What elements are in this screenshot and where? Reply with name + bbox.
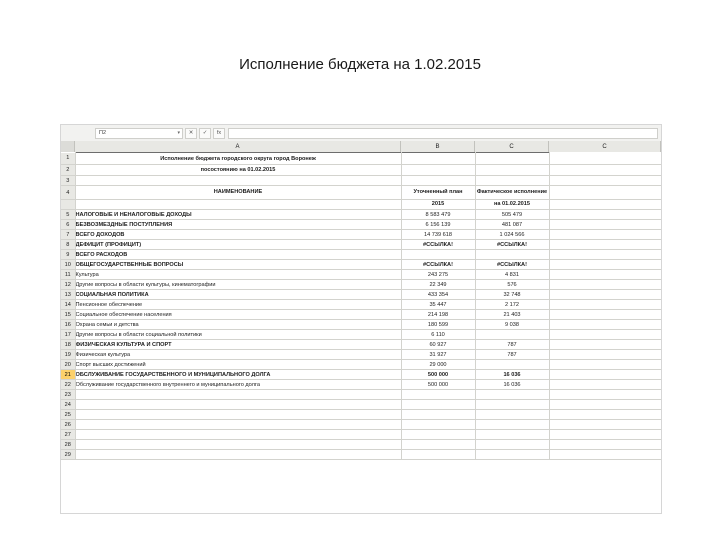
table-row[interactable] bbox=[61, 440, 661, 450]
cell-c14[interactable]: 2 172 bbox=[475, 300, 549, 310]
cell-a10[interactable]: ОБЩЕГОСУДАРСТВЕННЫЕ ВОПРОСЫ bbox=[75, 260, 401, 270]
table-row[interactable] bbox=[61, 186, 661, 200]
row-header[interactable]: 22 bbox=[61, 380, 75, 390]
cell-b1[interactable] bbox=[401, 153, 475, 165]
row-header[interactable]: 27 bbox=[61, 430, 75, 440]
row-header[interactable]: 16 bbox=[61, 320, 75, 330]
table-row[interactable] bbox=[61, 280, 661, 290]
cell-b16[interactable]: 180 599 bbox=[401, 320, 475, 330]
cell-c6[interactable]: 481 087 bbox=[475, 220, 549, 230]
row-header[interactable]: 11 bbox=[61, 270, 75, 280]
cell-d12[interactable] bbox=[549, 280, 661, 290]
cell-d7[interactable] bbox=[549, 230, 661, 240]
cell-a9[interactable]: ВСЕГО РАСХОДОВ bbox=[75, 250, 401, 260]
row-header[interactable]: 20 bbox=[61, 360, 75, 370]
cell-a19[interactable]: Физическая культура bbox=[75, 350, 401, 360]
cell-c18[interactable]: 787 bbox=[475, 340, 549, 350]
cell-b21[interactable]: 500 000 bbox=[401, 370, 475, 380]
table-row[interactable] bbox=[61, 200, 661, 210]
formula-bar bbox=[61, 125, 661, 142]
cell-b27[interactable] bbox=[401, 430, 475, 440]
name-box[interactable] bbox=[95, 128, 183, 139]
cell-d16[interactable] bbox=[549, 320, 661, 330]
table-row[interactable] bbox=[61, 320, 661, 330]
cell-d23[interactable] bbox=[549, 390, 661, 400]
cancel-icon[interactable]: ✕ bbox=[185, 128, 197, 139]
table-row[interactable] bbox=[61, 290, 661, 300]
cell-a26[interactable] bbox=[75, 420, 401, 430]
cell-c28[interactable] bbox=[475, 440, 549, 450]
cell-a20[interactable]: Спорт высших достижений bbox=[75, 360, 401, 370]
table-row[interactable] bbox=[61, 270, 661, 280]
cell-d27[interactable] bbox=[549, 430, 661, 440]
row-header[interactable]: 1 bbox=[61, 153, 75, 165]
table-row[interactable] bbox=[61, 410, 661, 420]
table-row[interactable] bbox=[61, 300, 661, 310]
cell-b9[interactable] bbox=[401, 250, 475, 260]
cell-a15[interactable]: Социальное обеспечение населения bbox=[75, 310, 401, 320]
table-row[interactable] bbox=[61, 176, 661, 186]
cell-a12[interactable]: Другие вопросы в области культуры, кинематографии bbox=[75, 280, 401, 290]
cell-b15[interactable]: 214 198 bbox=[401, 310, 475, 320]
cell-c20[interactable] bbox=[475, 360, 549, 370]
row-header[interactable]: 2 bbox=[61, 165, 75, 176]
cell-a4b[interactable] bbox=[75, 200, 401, 210]
row-header[interactable]: 19 bbox=[61, 350, 75, 360]
table-row[interactable] bbox=[61, 260, 661, 270]
row-header-selected[interactable]: 21 bbox=[61, 370, 75, 380]
row-header[interactable]: 4 bbox=[61, 186, 75, 200]
cell-c16[interactable]: 9 038 bbox=[475, 320, 549, 330]
cell-b17[interactable]: 6 110 bbox=[401, 330, 475, 340]
cell-c10[interactable]: #ССЫЛКА! bbox=[475, 260, 549, 270]
function-icon[interactable]: fx bbox=[213, 128, 225, 139]
table-row[interactable] bbox=[61, 210, 661, 220]
row-header[interactable]: 3 bbox=[61, 176, 75, 186]
cell-b20[interactable]: 29 000 bbox=[401, 360, 475, 370]
cell-d4b[interactable] bbox=[549, 200, 661, 210]
table-row[interactable] bbox=[61, 420, 661, 430]
table-row[interactable] bbox=[61, 165, 661, 176]
row-header[interactable]: 12 bbox=[61, 280, 75, 290]
column-header-a[interactable]: A bbox=[75, 141, 401, 152]
cell-d18[interactable] bbox=[549, 340, 661, 350]
cell-d11[interactable] bbox=[549, 270, 661, 280]
row-header[interactable]: 15 bbox=[61, 310, 75, 320]
cell-c3[interactable] bbox=[475, 176, 549, 186]
cell-d13[interactable] bbox=[549, 290, 661, 300]
cell-b26[interactable] bbox=[401, 420, 475, 430]
column-header-d[interactable]: C bbox=[549, 141, 661, 152]
cell-d1[interactable] bbox=[549, 153, 661, 165]
table-row[interactable] bbox=[61, 340, 661, 350]
cell-d17[interactable] bbox=[549, 330, 661, 340]
cell-c17[interactable] bbox=[475, 330, 549, 340]
cell-d21[interactable] bbox=[549, 370, 661, 380]
cell-d14[interactable] bbox=[549, 300, 661, 310]
cell-d4[interactable] bbox=[549, 186, 661, 200]
cell-c25[interactable] bbox=[475, 410, 549, 420]
cell-b5[interactable]: 8 583 479 bbox=[401, 210, 475, 220]
cell-b2[interactable] bbox=[401, 165, 475, 176]
table-row[interactable] bbox=[61, 250, 661, 260]
page-title: Исполнение бюджета на 1.02.2015 bbox=[239, 56, 481, 73]
cell-b10[interactable]: #ССЫЛКА! bbox=[401, 260, 475, 270]
cell-c27[interactable] bbox=[475, 430, 549, 440]
cell-d29[interactable] bbox=[549, 450, 661, 460]
table-row[interactable] bbox=[61, 430, 661, 440]
chevron-down-icon[interactable]: ▾ bbox=[177, 130, 180, 136]
cell-b3[interactable] bbox=[401, 176, 475, 186]
table-row[interactable] bbox=[61, 370, 661, 380]
cell-c5[interactable]: 505 479 bbox=[475, 210, 549, 220]
cell-b25[interactable] bbox=[401, 410, 475, 420]
accept-icon[interactable]: ✓ bbox=[199, 128, 211, 139]
cell-c19[interactable]: 787 bbox=[475, 350, 549, 360]
cell-c29[interactable] bbox=[475, 450, 549, 460]
header-plan: Уточненный план bbox=[401, 186, 475, 200]
cell-b14[interactable]: 35 447 bbox=[401, 300, 475, 310]
cell-a27[interactable] bbox=[75, 430, 401, 440]
cell-c21[interactable]: 16 036 bbox=[475, 370, 549, 380]
select-all-corner[interactable] bbox=[61, 141, 75, 152]
table-row[interactable] bbox=[61, 350, 661, 360]
cell-a28[interactable] bbox=[75, 440, 401, 450]
cell-a3[interactable] bbox=[75, 176, 401, 186]
cell-b29[interactable] bbox=[401, 450, 475, 460]
cell-b24[interactable] bbox=[401, 400, 475, 410]
cell-c23[interactable] bbox=[475, 390, 549, 400]
header-fact-date: на 01.02.2015 bbox=[475, 200, 549, 210]
sheet-body bbox=[61, 153, 661, 460]
row-header[interactable]: 5 bbox=[61, 210, 75, 220]
cell-a23[interactable] bbox=[75, 390, 401, 400]
column-header-c[interactable]: C bbox=[475, 141, 549, 152]
cell-c22[interactable]: 16 036 bbox=[475, 380, 549, 390]
table-row[interactable] bbox=[61, 220, 661, 230]
column-header-b[interactable]: B bbox=[401, 141, 475, 152]
cell-a16[interactable]: Охрана семьи и детства bbox=[75, 320, 401, 330]
header-fact: Фактическое исполнение bbox=[475, 186, 549, 200]
cell-b22[interactable]: 500 000 bbox=[401, 380, 475, 390]
cell-c13[interactable]: 32 748 bbox=[475, 290, 549, 300]
row-header[interactable]: 28 bbox=[61, 440, 75, 450]
row-header[interactable]: 25 bbox=[61, 410, 75, 420]
sheet-grid[interactable] bbox=[61, 152, 661, 513]
cell-a18[interactable]: ФИЗИЧЕСКАЯ КУЛЬТУРА И СПОРТ bbox=[75, 340, 401, 350]
cell-d10[interactable] bbox=[549, 260, 661, 270]
cell-b28[interactable] bbox=[401, 440, 475, 450]
table-row[interactable] bbox=[61, 380, 661, 390]
table-row[interactable] bbox=[61, 330, 661, 340]
row-header[interactable]: 17 bbox=[61, 330, 75, 340]
cell-c26[interactable] bbox=[475, 420, 549, 430]
cell-b18[interactable]: 60 927 bbox=[401, 340, 475, 350]
row-header[interactable]: 18 bbox=[61, 340, 75, 350]
table-row[interactable] bbox=[61, 450, 661, 460]
row-header[interactable]: 8 bbox=[61, 240, 75, 250]
cell-a5[interactable]: НАЛОГОВЫЕ И НЕНАЛОГОВЫЕ ДОХОДЫ bbox=[75, 210, 401, 220]
row-header[interactable]: 7 bbox=[61, 230, 75, 240]
cell-d8[interactable] bbox=[549, 240, 661, 250]
table-row[interactable] bbox=[61, 230, 661, 240]
cell-c2[interactable] bbox=[475, 165, 549, 176]
doc-title-line1: Исполнение бюджета городского округа город Воронеж bbox=[75, 153, 401, 165]
cell-c12[interactable]: 576 bbox=[475, 280, 549, 290]
cell-a25[interactable] bbox=[75, 410, 401, 420]
cell-c8[interactable]: #ССЫЛКА! bbox=[475, 240, 549, 250]
cell-a17[interactable]: Другие вопросы в области социальной политики bbox=[75, 330, 401, 340]
table-row[interactable] bbox=[61, 390, 661, 400]
cell-a7[interactable]: ВСЕГО ДОХОДОВ bbox=[75, 230, 401, 240]
row-header[interactable]: 13 bbox=[61, 290, 75, 300]
cell-d25[interactable] bbox=[549, 410, 661, 420]
table-row[interactable] bbox=[61, 240, 661, 250]
table-row[interactable] bbox=[61, 310, 661, 320]
cell-d9[interactable] bbox=[549, 250, 661, 260]
cell-d2[interactable] bbox=[549, 165, 661, 176]
formula-input[interactable] bbox=[228, 128, 658, 139]
cell-c7[interactable]: 1 024 566 bbox=[475, 230, 549, 240]
row-header[interactable]: 24 bbox=[61, 400, 75, 410]
cell-d19[interactable] bbox=[549, 350, 661, 360]
row-header[interactable]: 10 bbox=[61, 260, 75, 270]
cell-b6[interactable]: 6 156 139 bbox=[401, 220, 475, 230]
cell-d28[interactable] bbox=[549, 440, 661, 450]
cell-a29[interactable] bbox=[75, 450, 401, 460]
header-plan-year: 2015 bbox=[401, 200, 475, 210]
cell-a14[interactable]: Пенсионное обеспечение bbox=[75, 300, 401, 310]
cell-b11[interactable]: 243 275 bbox=[401, 270, 475, 280]
table-row[interactable] bbox=[61, 360, 661, 370]
cell-d24[interactable] bbox=[549, 400, 661, 410]
cell-c24[interactable] bbox=[475, 400, 549, 410]
row-header[interactable]: 6 bbox=[61, 220, 75, 230]
cell-a24[interactable] bbox=[75, 400, 401, 410]
cell-b19[interactable]: 31 927 bbox=[401, 350, 475, 360]
cell-d20[interactable] bbox=[549, 360, 661, 370]
cell-b12[interactable]: 22 349 bbox=[401, 280, 475, 290]
name-box-value: П2 bbox=[99, 130, 107, 136]
cell-c1[interactable] bbox=[475, 153, 549, 165]
cell-b8[interactable]: #ССЫЛКА! bbox=[401, 240, 475, 250]
cell-c9[interactable] bbox=[475, 250, 549, 260]
table-row[interactable] bbox=[61, 153, 661, 165]
cell-b23[interactable] bbox=[401, 390, 475, 400]
sheet-table bbox=[61, 152, 662, 460]
row-header[interactable]: 9 bbox=[61, 250, 75, 260]
doc-title-line2: посостоянию на 01.02.2015 bbox=[75, 165, 401, 176]
cell-d5[interactable] bbox=[549, 210, 661, 220]
excel-window bbox=[60, 124, 662, 514]
cell-a6[interactable]: БЕЗВОЗМЕЗДНЫЕ ПОСТУПЛЕНИЯ bbox=[75, 220, 401, 230]
cell-d6[interactable] bbox=[549, 220, 661, 230]
cell-b7[interactable]: 14 739 618 bbox=[401, 230, 475, 240]
header-name: НАИМЕНОВАНИЕ bbox=[75, 186, 401, 200]
cell-a8[interactable]: ДЕФИЦИТ (ПРОФИЦИТ) bbox=[75, 240, 401, 250]
table-row[interactable] bbox=[61, 400, 661, 410]
cell-b13[interactable]: 433 354 bbox=[401, 290, 475, 300]
row-header[interactable] bbox=[61, 200, 75, 210]
cell-a11[interactable]: Культура bbox=[75, 270, 401, 280]
cell-d3[interactable] bbox=[549, 176, 661, 186]
row-header[interactable]: 26 bbox=[61, 420, 75, 430]
cell-a21[interactable]: ОБСЛУЖИВАНИЕ ГОСУДАРСТВЕННОГО И МУНИЦИПАЛЬНОГО ДОЛГА bbox=[75, 370, 401, 380]
cell-d26[interactable] bbox=[549, 420, 661, 430]
row-header[interactable]: 14 bbox=[61, 300, 75, 310]
row-header[interactable]: 23 bbox=[61, 390, 75, 400]
cell-c15[interactable]: 21 403 bbox=[475, 310, 549, 320]
cell-a13[interactable]: СОЦИАЛЬНАЯ ПОЛИТИКА bbox=[75, 290, 401, 300]
cell-d22[interactable] bbox=[549, 380, 661, 390]
cell-d15[interactable] bbox=[549, 310, 661, 320]
row-header[interactable]: 29 bbox=[61, 450, 75, 460]
cell-c11[interactable]: 4 831 bbox=[475, 270, 549, 280]
cell-a22[interactable]: Обслуживание государственного внутреннего и муниципального долга bbox=[75, 380, 401, 390]
